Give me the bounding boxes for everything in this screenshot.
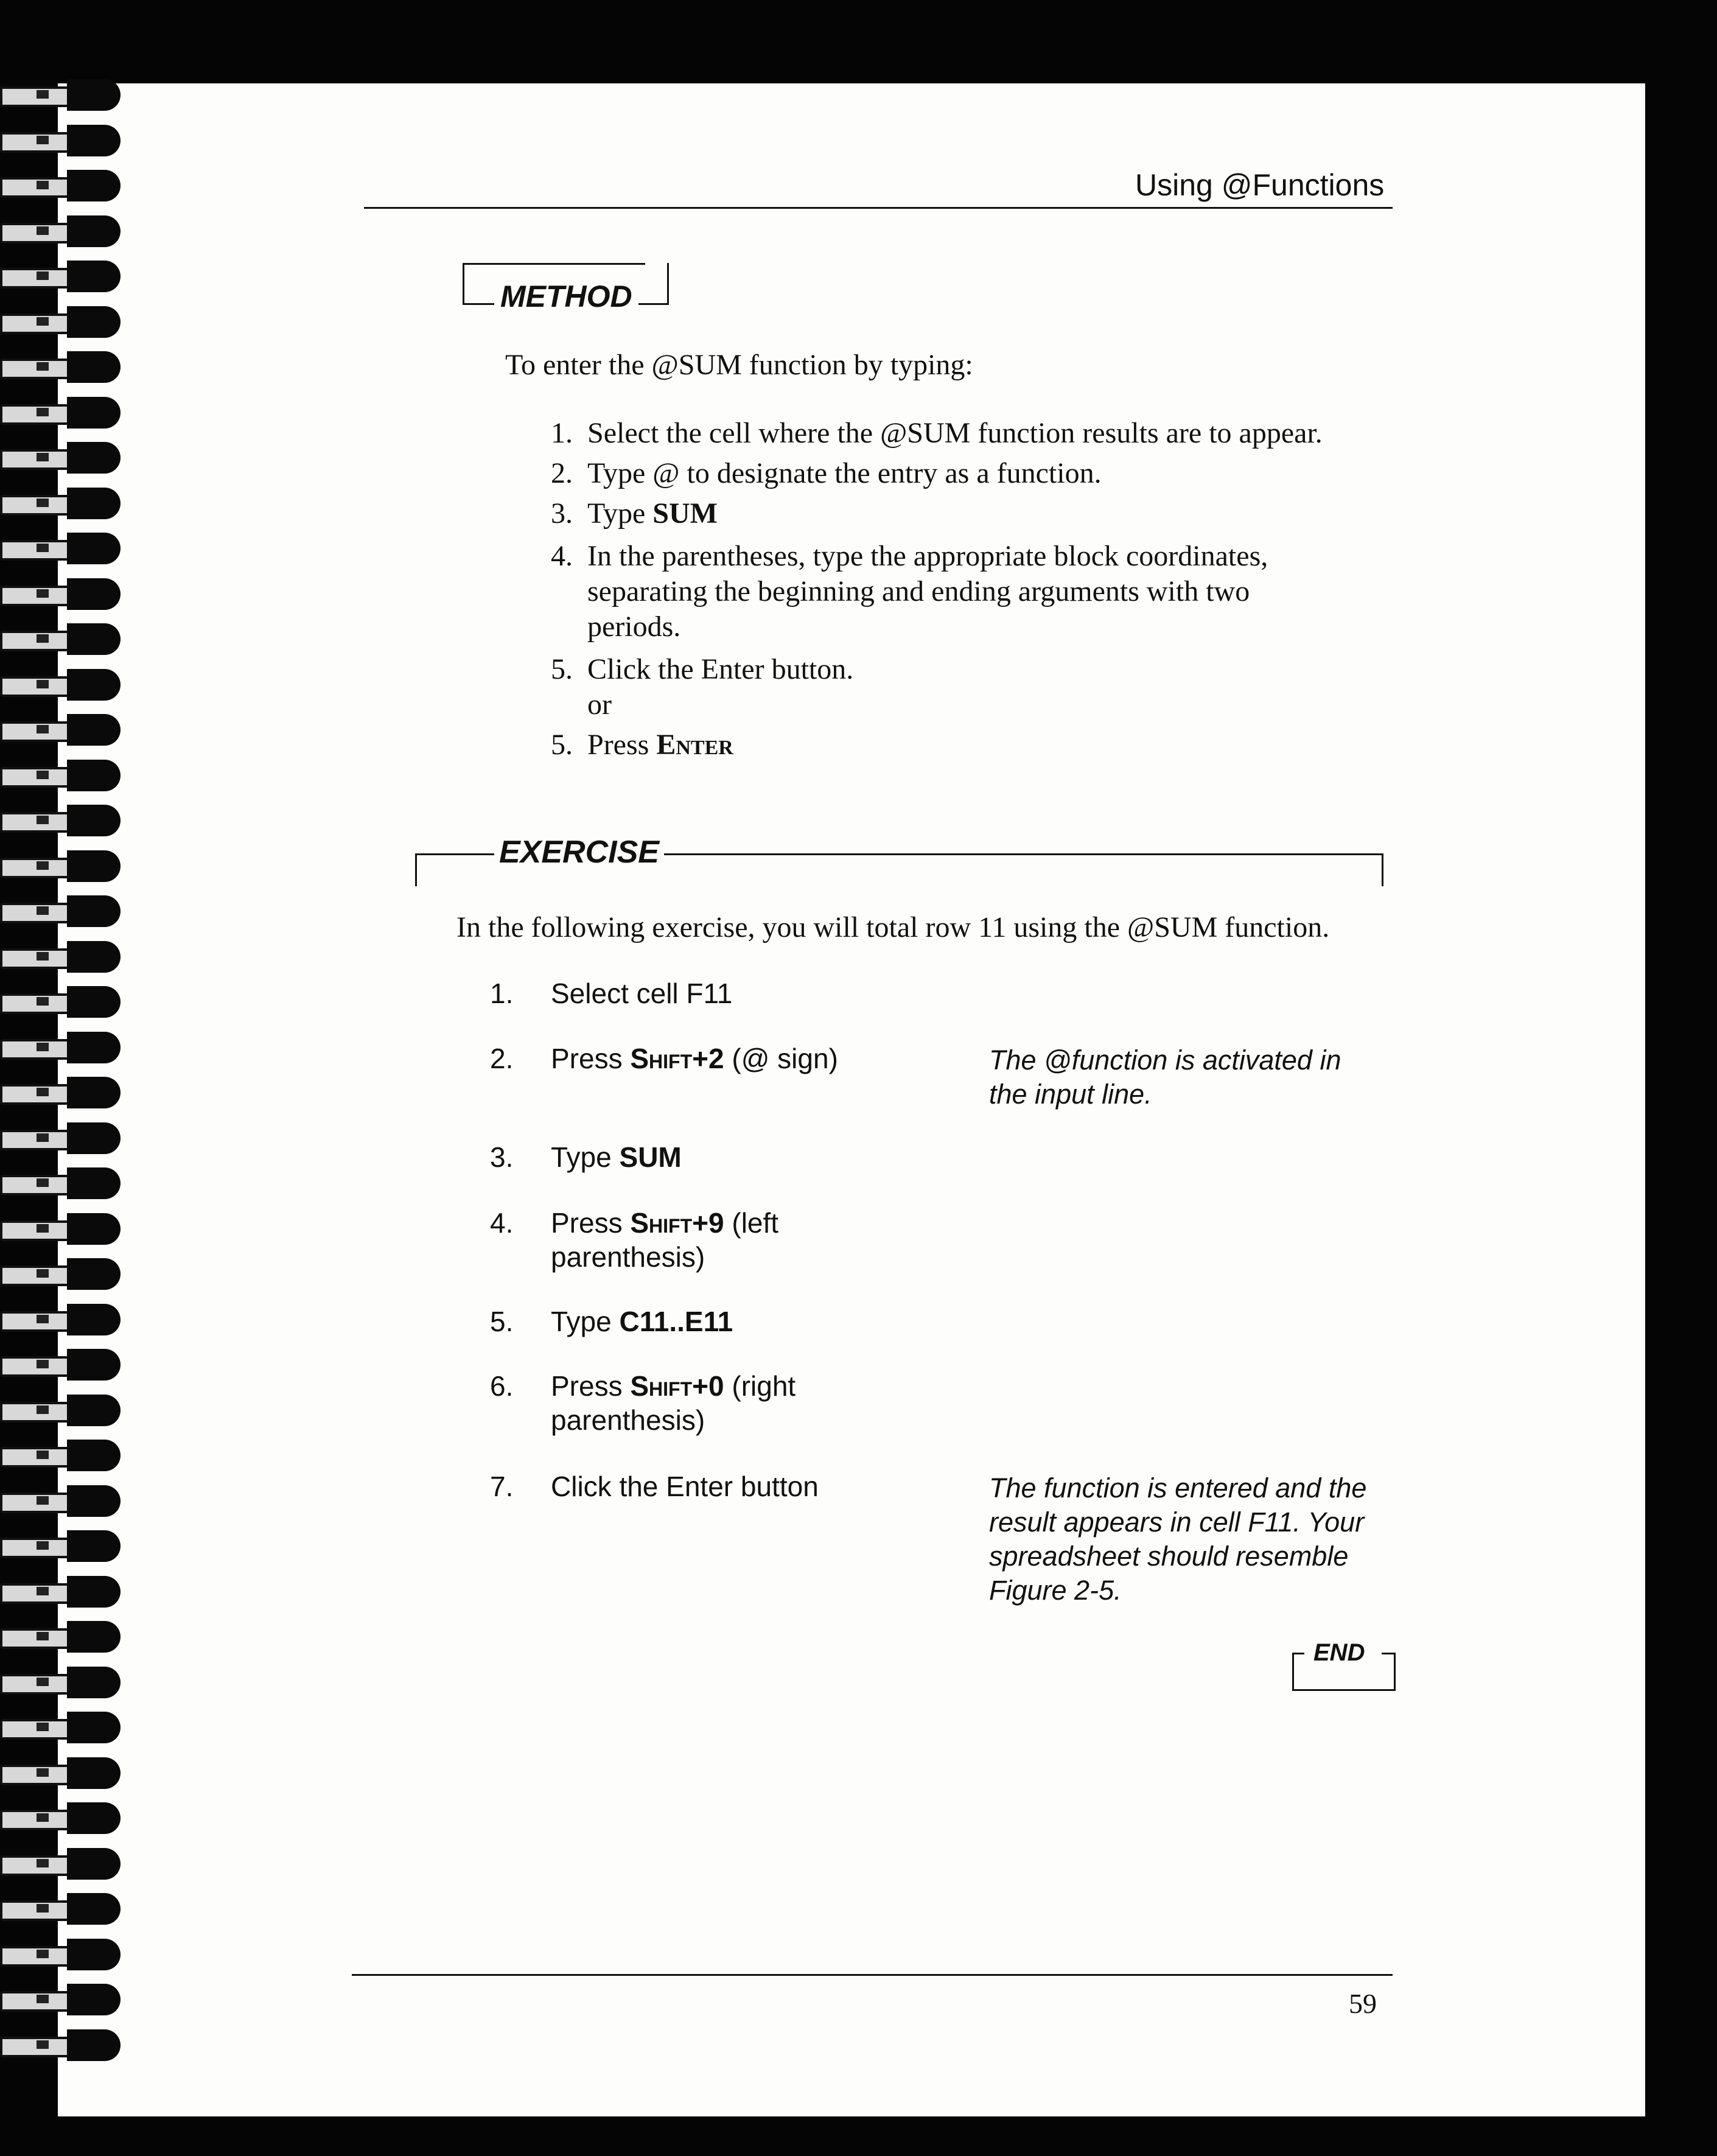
binding-ring [0,1122,125,1154]
binding-ring [0,1621,125,1653]
binding-ring [0,1167,125,1199]
exercise-step-6-text: Press Shift+0 (right [551,1370,796,1402]
exercise-step-7-note-line-3: spreadsheet should resemble [989,1541,1349,1572]
binding-ring [0,805,125,836]
binding-ring [0,306,125,338]
header-rule [364,207,1393,209]
method-step-4-number: 4. [551,540,573,572]
exercise-step-7-note-line-2: result appears in cell F11. Your [989,1507,1365,1538]
binding-ring [0,1848,125,1880]
footer-rule [352,1974,1393,1976]
exercise-step-5-number: 5. [490,1306,514,1337]
exercise-step-2-number: 2. [490,1043,514,1074]
method-step-3-number: 3. [551,497,573,530]
binding-ring [0,623,125,655]
binding-ring [0,79,125,111]
binding-ring [0,351,125,383]
exercise-step-6-number: 6. [490,1370,514,1402]
method-step-2-number: 2. [551,457,573,489]
method-step-4-line-2: separating the beginning and ending arguments with two [587,575,1250,607]
binding-ring [0,1485,125,1517]
binding-ring [0,850,125,882]
exercise-step-4-number: 4. [490,1207,514,1239]
exercise-step-1-text: Select cell F11 [551,978,733,1009]
method-step-5b-number: 5. [551,729,573,761]
exercise-intro: In the following exercise, you will total row 11 using the @SUM function. [456,911,1330,943]
binding-ring [0,760,125,791]
exercise-step-4-text: Press Shift+9 (left [551,1207,779,1239]
binding-ring [0,1757,125,1789]
binding-ring [0,578,125,610]
binding-ring [0,1304,125,1335]
spiral-binding [0,79,128,2076]
method-step-3-text: Type SUM [587,497,718,530]
binding-ring [0,669,125,701]
binding-ring [0,1213,125,1245]
binding-ring [0,1258,125,1290]
exercise-step-3-text: Type SUM [551,1141,682,1173]
binding-ring [0,1712,125,1743]
binding-ring [0,1349,125,1381]
exercise-step-2-note-line-2: the input line. [989,1079,1152,1110]
exercise-step-1-number: 1. [490,978,514,1009]
binding-ring [0,215,125,247]
document-page [58,83,1645,2116]
binding-ring [0,1984,125,2015]
exercise-frame-right [1382,853,1383,886]
exercise-step-2-note-line-1: The @function is activated in [989,1045,1341,1076]
exercise-step-4-line-2: parenthesis) [551,1241,705,1273]
binding-ring [0,170,125,201]
binding-ring [0,1395,125,1426]
binding-ring [0,1077,125,1108]
method-step-5-text: Click the Enter button. [587,653,854,685]
binding-ring [0,488,125,519]
method-step-5b-text: Press Enter [587,729,733,761]
binding-ring [0,125,125,156]
page-number: 59 [1349,1988,1377,2019]
binding-ring [0,1893,125,1925]
binding-ring [0,714,125,746]
method-intro: To enter the @SUM function by typing: [505,349,973,381]
binding-ring [0,1939,125,1970]
method-step-2-text: Type @ to designate the entry as a function. [587,457,1102,489]
binding-ring [0,986,125,1018]
binding-ring [0,2029,125,2061]
exercise-step-5-text: Type C11..E11 [551,1306,733,1337]
method-step-4-line-1: In the parentheses, type the appropriate block coordinates, [587,540,1268,572]
exercise-label: EXERCISE [494,834,664,870]
binding-ring [0,1440,125,1471]
binding-ring [0,1802,125,1834]
exercise-step-7-number: 7. [490,1471,514,1502]
exercise-step-7-note-line-1: The function is entered and the [989,1472,1367,1503]
binding-ring [0,1032,125,1063]
binding-ring [0,1530,125,1562]
exercise-step-7-note-line-4: Figure 2-5. [989,1575,1122,1606]
exercise-step-3-number: 3. [490,1141,514,1173]
binding-ring [0,895,125,927]
binding-ring [0,442,125,474]
exercise-step-7-text: Click the Enter button [551,1471,819,1502]
method-step-1-text: Select the cell where the @SUM function results are to appear. [587,417,1323,449]
binding-ring [0,1667,125,1698]
exercise-step-2-text: Press Shift+2 (@ sign) [551,1043,838,1074]
binding-ring [0,397,125,429]
method-or: or [587,688,612,721]
end-label: END [1313,1639,1365,1666]
binding-ring [0,533,125,564]
method-step-1-number: 1. [551,417,573,449]
binding-ring [0,941,125,973]
running-header: Using @Functions [1135,168,1385,202]
exercise-frame-left [415,853,417,886]
method-step-5-number: 5. [551,653,573,685]
method-step-4-line-3: periods. [587,611,681,643]
binding-ring [0,261,125,292]
binding-ring [0,1576,125,1608]
method-label: METHOD [494,279,638,314]
exercise-step-6-line-2: parenthesis) [551,1404,705,1436]
